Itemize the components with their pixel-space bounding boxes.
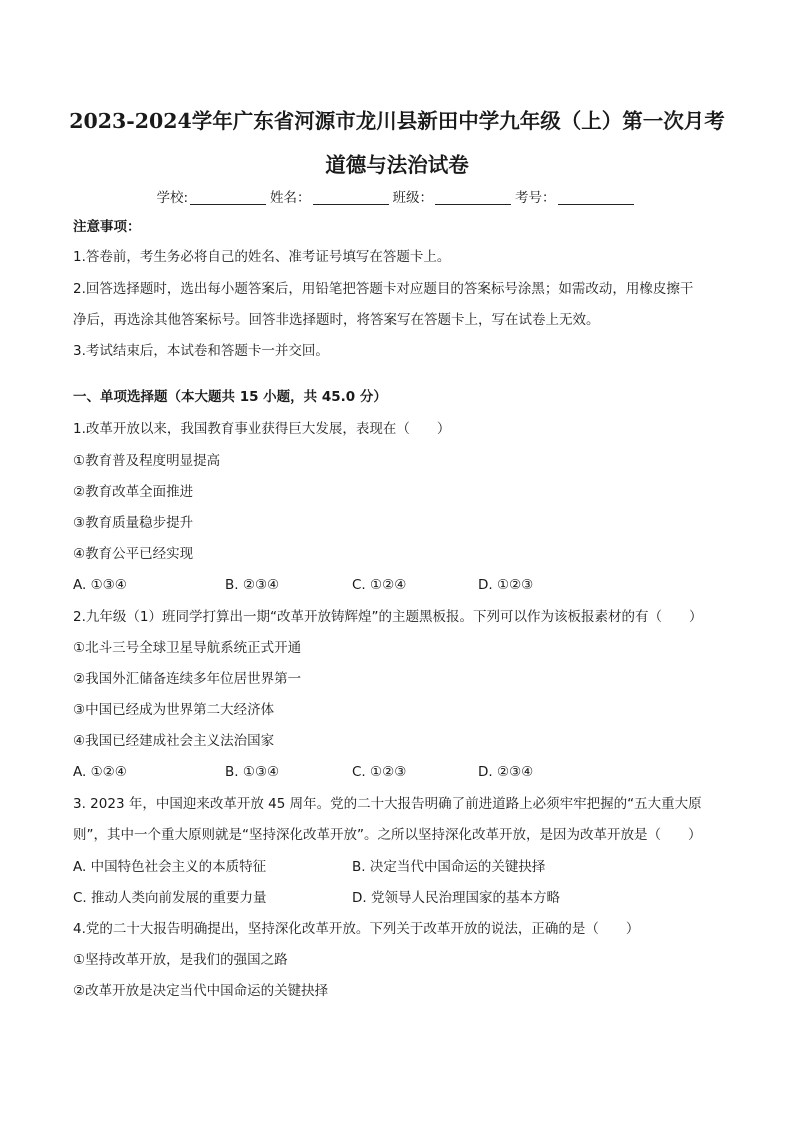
option-d[interactable]: D. ①②③ — [478, 577, 534, 593]
question-stem: 则”，其中一个重大原则就是“坚持深化改革开放”。之所以坚持深化改革开放，是因为改革开放是（ ） — [73, 827, 702, 843]
question-stem: 4.党的二十大报告明确提出，坚持深化改革开放。下列关于改革开放的说法，正确的是（ ） — [73, 921, 640, 937]
question-stem: 1.改革开放以来，我国教育事业获得巨大发展，表现在（ ） — [73, 421, 451, 437]
notice-item: 1.答卷前，考生务必将自己的姓名、准考证号填写在答题卡上。 — [73, 249, 451, 265]
question-item: ③教育质量稳步提升 — [73, 515, 194, 531]
question-item: ③中国已经成为世界第二大经济体 — [73, 702, 275, 718]
option-c[interactable]: C. ①②③ — [352, 764, 407, 780]
notice-heading: 注意事项： — [73, 219, 141, 235]
option-b[interactable]: B. ②③④ — [225, 577, 280, 593]
question-item: ①北斗三号全球卫星导航系统正式开通 — [73, 640, 302, 656]
question-item: ①教育普及程度明显提高 — [73, 453, 221, 469]
exam-title-line2: 道德与法治试卷 — [325, 153, 469, 177]
name-field[interactable] — [313, 190, 389, 205]
option-d[interactable]: D. 党领导人民治理国家的基本方略 — [352, 890, 560, 906]
question-item: ④教育公平已经实现 — [73, 546, 194, 562]
option-a[interactable]: A. ①②④ — [73, 764, 127, 780]
option-a[interactable]: A. 中国特色社会主义的本质特征 — [73, 859, 267, 875]
number-field[interactable] — [558, 190, 634, 205]
question-stem: 3. 2023 年，中国迎来改革开放 45 周年。党的二十大报告明确了前进道路上必须牢牢把握的“五大重大原 — [73, 796, 702, 812]
student-info-row — [0, 186, 794, 206]
option-c[interactable]: C. 推动人类向前发展的重要力量 — [73, 890, 267, 906]
question-item: ②我国外汇储备连续多年位居世界第一 — [73, 671, 302, 687]
question-item: ④我国已经建成社会主义法治国家 — [73, 733, 275, 749]
option-b[interactable]: B. ①③④ — [225, 764, 280, 780]
notice-item: 净后，再选涂其他答案标号。回答非选择题时，将答案写在答题卡上，写在试卷上无效。 — [73, 312, 600, 328]
option-d[interactable]: D. ②③④ — [478, 764, 534, 780]
question-item: ②教育改革全面推进 — [73, 484, 194, 500]
question-item: ①坚持改革开放，是我们的强国之路 — [73, 952, 288, 968]
question-stem: 2.九年级（1）班同学打算出一期“改革开放铸辉煌”的主题黑板报。下列可以作为该板报素材的有（ ） — [73, 609, 703, 625]
option-a[interactable]: A. ①③④ — [73, 577, 127, 593]
school-field[interactable] — [190, 190, 266, 205]
notice-item: 3.考试结束后，本试卷和答题卡一并交回。 — [73, 343, 329, 359]
class-field[interactable] — [435, 190, 511, 205]
notice-item: 2.回答选择题时，选出每小题答案后，用铅笔把答题卡对应题目的答案标号涂黑；如需改动，用橡皮擦干 — [73, 281, 694, 297]
name-label: 姓名： — [270, 190, 311, 206]
section-heading: 一、单项选择题（本大题共 15 小题，共 45.0 分） — [73, 389, 387, 405]
option-c[interactable]: C. ①②④ — [352, 577, 407, 593]
option-b[interactable]: B. 决定当代中国命运的关键抉择 — [352, 859, 546, 875]
number-label: 考号： — [515, 190, 556, 206]
school-label: 学校: — [156, 190, 189, 206]
class-label: 班级： — [392, 190, 434, 206]
exam-title-line1: 2023-2024学年广东省河源市龙川县新田中学九年级（上）第一次月考 — [69, 109, 725, 133]
question-item: ②改革开放是决定当代中国命运的关键抉择 — [73, 983, 329, 999]
